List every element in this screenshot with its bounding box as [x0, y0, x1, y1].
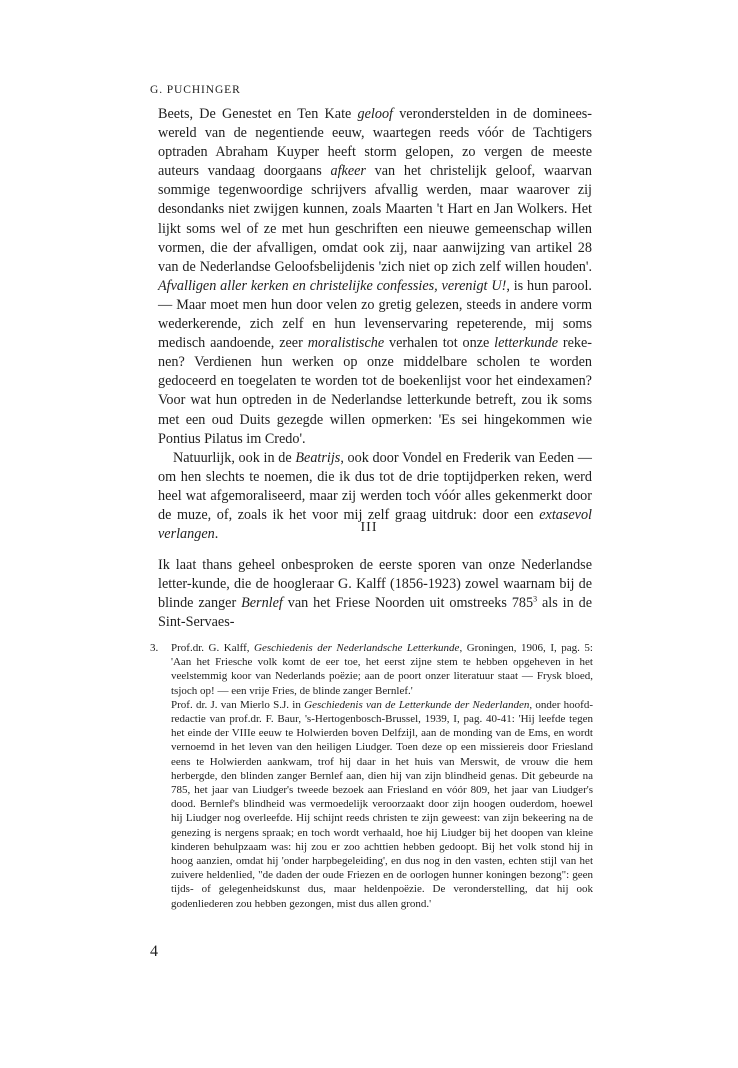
text-run: als in de Sint-Servaes-: [158, 595, 593, 631]
footnote-paragraph: [171, 641, 593, 698]
text-run: verhalen tot onze: [384, 335, 495, 352]
text-run: , is hun parool. — Maar moet men hun door velen zo gretig gelezen, steeds in andere vorm wederkerende, zich zelf en hun levenservaring repeterende, mij soms medisch aandoende, zeer: [158, 277, 592, 352]
italic-run: geloof: [357, 106, 393, 122]
footnote-body: [171, 641, 593, 911]
text-run: Prof.dr. G. Kalff,: [171, 642, 255, 654]
text-run: veronderstelden in de dominees-wereld van de negentiende eeuw, waartegen reeds vóór de Tachtigers optraden Abraham Kuyper heeft storm gelopen, zo vergen de meeste auteurs vandaag doorgaans: [158, 106, 592, 180]
footnotes: [150, 641, 593, 911]
text-run: van het Friese Noorden uit omstreeks 785: [282, 595, 534, 612]
italic-run: Beatrijs: [295, 449, 341, 466]
text-run: reke-nen? Verdienen hun werken op onze middelbare scholen te worden gedoceerd en toegelaten te worden tot de boekenlijst voor het eindexamen? Voor wat hun optreden in de Nederlandse letterkunde betreft, zou ik soms met een oud Duits gezegde willen opmerken: 'Es sei hingekommen wie Pontius Pilatus im Credo'.: [158, 335, 592, 447]
page-number: 4: [150, 943, 158, 960]
text-run: , ook door Vondel en Frederik van Eeden — om hen slechts te noemen, die ik dus tot de drie toptijdperken reken, werd heel wat afgemoraliseerd, maar zij werden toch vóór alles gekenmerkt door de muze, of, zoals ik het voor mij zelf graag uitdruk: door een: [158, 449, 592, 523]
text-run: .: [214, 526, 219, 543]
section-body: [158, 556, 592, 632]
italic-run: Afvalligen aller kerken en christelijke confessies, verenigt U!: [158, 277, 507, 294]
section-heading: III: [360, 520, 378, 535]
footnote-ref: 3: [533, 594, 538, 604]
text-run: van het christelijk geloof, waarvan sommige tegenwoordige schrijvers afvallig werden, maar waarover zij desondanks niet zwijgen kunnen, zoals Maarten 't Hart en Jan Wolkers. Het lijkt soms wel of ze met hun geschriften een nieuwe gemeenschap willen vormen, die der afvalligen, omdat ook zij, naar aanwijzing van artikel 28 van de Nederlandse Geloofsbelijdenis 'zich niet op zich zelf willen houden'.: [158, 163, 592, 275]
italic-run: moralistische: [307, 335, 385, 352]
body-paragraph: [158, 105, 592, 449]
italic-run: afkeer: [330, 163, 366, 180]
text-run: Beets, De Genestet en Ten Kate: [158, 106, 358, 122]
running-head: G. PUCHINGER: [150, 84, 241, 96]
footnote-number: 3.: [150, 642, 159, 654]
italic-run: extasevol verlangen: [158, 506, 592, 543]
italic-run: letterkunde: [494, 335, 558, 352]
footnote-paragraph: [171, 698, 593, 911]
text-run: Prof. dr. J. van Mierlo S.J. in: [171, 698, 305, 711]
italic-run: Bernlef: [241, 595, 283, 612]
italic-run: Geschiedenis van de Letterkunde der Nederlanden: [304, 698, 530, 711]
text-run: Natuurlijk, ook in de: [173, 449, 296, 466]
text-run: Ik laat thans geheel onbesproken de eerste sporen van onze Nederlandse letter-kunde, die de hoogleraar G. Kalff (1856-1923) zowel waarnam bij de blinde zanger: [158, 557, 592, 612]
italic-run: Geschiedenis der Nederlandsche Letterkunde: [254, 642, 460, 654]
text-run: , Groningen, 1906, I, pag. 5: 'Aan het Friesche volk komt de eer toe, het eerst zijne stem te hebben opgeheven in het veelstemmig koor van Nederlands poëzie; aan de poort onzer literatuur staat — Frysk bloed, tsjoch op! — een vrije Fries, de blinde zanger Bernlef.': [171, 642, 593, 697]
main-body: [158, 105, 592, 544]
text-run: , onder hoofd-redactie van prof.dr. F. Baur, 's-Hertogenbosch-Brussel, 1939, I, pag. 40-41: 'Hij leefde tegen het einde der VIIIe eeuw te Holwierden boven Delfzijl, aan de monding van de Ems, en wordt vernoemd in het leven van den heiligen Liudger. Toen deze op een missiereis door Friesland eens te Holwierden aankwam, trof hij daar in het huis van Merswit, de vrouw die hem herbergde, den blinden zanger Bernlef aan, dien hij van zijn blindheid genas. Dit gebeurde na 785, het jaar van Liudger's tweede bezoek aan Friesland en vóór 809, het jaar van Liudger's dood. Bernlef's blindheid was vermoedelijk veroorzaakt door zijn hoogen ouderdom, hoewel hij Liudger nog overleefde. Hij schijnt reeds christen te zijn geweest: van zijn bekeering na de genezing is nergens spraak; en toch wordt verhaald, hoe hij Liudger bij het doopen van kleine kinderen behulpzaam was: hij zou er zoo achttien hebben gedoopt. Bij het volk stond hij in hoog aanzien, omdat hij 'onder harpbegeleiding', en dus nog in den vasten, echten stijl van het zuivere heldenlied, "de daden der oude Friezen en de oorlogen hunner koningen bezong": geen tijds- of gelegenheidskunst dus, maar heldenpoëzie. De veronderstelling, dat hij ook godenliederen zou hebben gezongen, mist dus allen grond.': [171, 698, 593, 910]
section-paragraph: [158, 556, 592, 632]
